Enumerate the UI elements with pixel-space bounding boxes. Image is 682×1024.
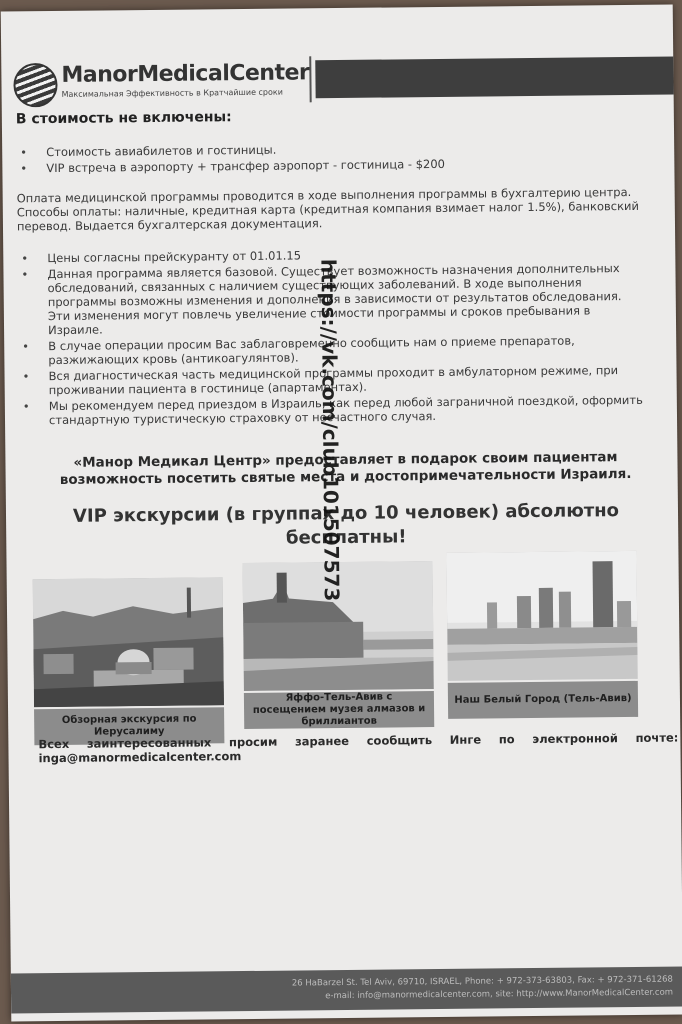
excursion-card-telaviv — [446, 551, 638, 723]
contact-word: почте: — [635, 730, 679, 745]
excursion-caption: Наш Белый Город (Тель-Авив) — [448, 681, 638, 719]
contact-word: просим — [228, 734, 278, 750]
excursion-caption: Яффо-Тель-Авив с посещением музея алмазов и бриллиантов — [244, 691, 434, 729]
footer-web: e-mail: info@manormedicalcenter.com, site: http://www.ManorMedicalCenter.com — [325, 987, 674, 1002]
contact-word: сообщить — [366, 733, 433, 748]
brand-tagline: Максимальная Эффективность в Кратчайшие сроки — [61, 87, 283, 99]
document-page — [1, 5, 682, 1022]
brand-name: ManorMedicalCenter — [61, 60, 310, 88]
url-watermark: https://vk.com/club101507573 — [316, 258, 344, 602]
globe-logo-icon — [13, 63, 57, 107]
list-item: • Мы рекомендуем перед приездом в Израиль, как перед любой заграничной поездкой, оформить стандартную туристическую страховку от несчастного случая. — [17, 393, 647, 428]
header-divider — [309, 56, 311, 102]
footer-bar — [11, 966, 682, 1013]
jerusalem-photo — [33, 577, 224, 707]
list-item: • VIP встреча в аэропорту + трансфер аэропорт - гостиница - $200 — [14, 155, 654, 176]
footer-address: 26 HaBarzel St. Tel Aviv, 69710, ISRAEL, Phone: + 972-373-63803, Fax: + 972-371-61268 — [291, 974, 673, 989]
list-item: • Данная программа является базовой. Существует возможность назначения дополнительных обследований, связанных с наличием существующих заболеваний. В ходе выполнения программы возможны изменения и дополнения в зависимости от результатов обследования. Эти изменения могут повлечь увеличение стоимости программы и сроков пребывания в Израиле. — [15, 261, 646, 338]
contact-block — [38, 730, 678, 765]
list-item: • Вся диагностическая часть медицинской программы проходит в амбулаторном режиме, при проживании пациента в гостинице (апартаментах). — [16, 363, 646, 398]
contact-word: электронной — [532, 731, 618, 747]
header-dark-bar — [315, 56, 675, 98]
vip-headline: VIP экскурсии (в группах до 10 человек) абсолютно бесплатны! — [72, 500, 620, 549]
promo-line: «Манор Медикал Центр» предоставляет в подарок своим пациентам — [73, 449, 618, 471]
list-item: • В случае операции просим Вас заблаговременно сообщить нам о приеме препаратов, разжижающих кровь (антикоагулянтов). — [16, 333, 646, 368]
promo-text — [25, 449, 665, 490]
list-item: • Стоимость авиабилетов и гостиницы. — [14, 139, 654, 160]
contact-word: заинтересованных — [86, 735, 212, 751]
telaviv-photo — [446, 551, 637, 681]
list-item: • Цены согласны прейскуранту от 01.01.15 — [15, 245, 645, 266]
letterhead — [9, 51, 670, 110]
contact-word: заранее — [294, 733, 350, 749]
contact-word: Всех — [38, 736, 70, 752]
contact-email: inga@manormedicalcenter.com — [38, 749, 242, 766]
excluded-heading: В стоимость не включены: — [15, 109, 232, 128]
contact-word: Инге — [449, 732, 482, 747]
contact-word: по — [498, 732, 515, 747]
excursion-card-jerusalem — [33, 577, 225, 752]
promo-line: возможность посетить святые места и достопримечательности Израиля. — [59, 465, 632, 488]
payment-paragraph: Оплата медицинской программы проводится в ходе выполнения программы в бухгалтерию центра. Способы оплаты: наличные, кредитная карта (кредитная компания взимает налог 1.5%), банковский перевод. Выдается бухгалтерская документация. — [16, 184, 640, 234]
excursion-caption: Обзорная экскурсия по Иерусалиму — [34, 707, 224, 745]
